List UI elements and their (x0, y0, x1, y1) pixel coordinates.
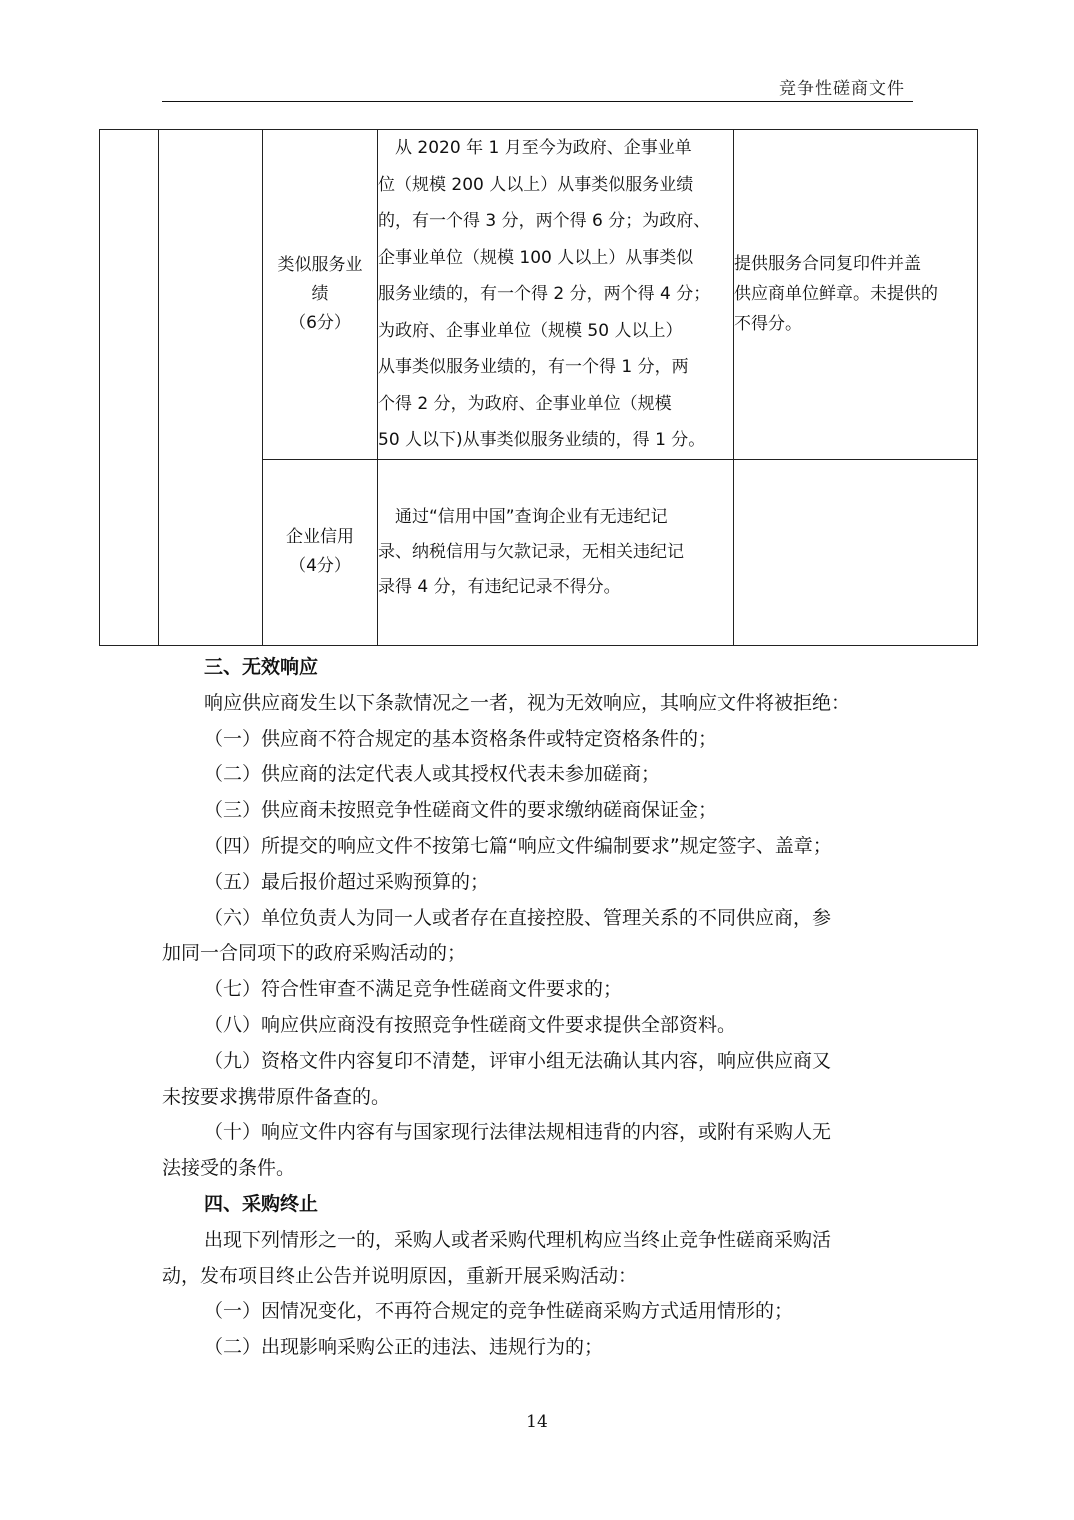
section-heading: 三、无效响应 (204, 656, 319, 678)
list-item: （三）供应商未按照竞争性磋商文件的要求缴纳磋商保证金； (204, 799, 718, 822)
list-item: （十）响应文件内容有与国家现行法律法规相违背的内容，或附有采购人无 (204, 1121, 832, 1144)
score-item-name: 企业信用 （4分） (263, 459, 378, 645)
section-intro: 响应供应商发生以下条款情况之一者，视为无效响应，其响应文件将被拒绝： (204, 691, 851, 714)
score-item-rule: 从 2020 年 1 月至今为政府、企事业单 位（规模 200 人以上）从事类似服务业绩 的，有一个得 3 分，两个得 6 分；为政府、 企事业单位（规模 100 人以上）从事类似 服务业绩的，有一个得 2 分，两个得 4 分； 为政府、企事业单位（规模 50 人以上） 从事类似服务业绩的，有一个得 1 分，两 个得 2 分，为政府、企事业单位（规模 50 人以下)从事类似服务业绩的，得 1 分。 (378, 130, 734, 460)
list-item: （九）资格文件内容复印不清楚，评审小组无法确认其内容，响应供应商又 (204, 1049, 832, 1072)
score-item-note: 提供服务合同复印件并盖 供应商单位鲜章。未提供的 不得分。 (734, 130, 978, 460)
category-cell (100, 130, 159, 646)
document-body (162, 650, 917, 1366)
list-item: （二）出现影响采购公正的违法、违规行为的； (204, 1336, 604, 1359)
section-heading: 四、采购终止 (204, 1192, 319, 1215)
list-item: （四）所提交的响应文件不按第七篇“响应文件编制要求”规定签字、盖章； (204, 834, 832, 857)
header-rule (162, 101, 913, 102)
section-intro: 出现下列情形之一的，采购人或者采购代理机构应当终止竞争性磋商采购活 (204, 1228, 832, 1251)
list-item-continuation: 加同一合同项下的政府采购活动的； (162, 942, 467, 965)
list-item: （二）供应商的法定代表人或其授权代表未参加磋商； (204, 763, 661, 786)
list-item-continuation: 未按要求携带原件备查的。 (162, 1085, 391, 1108)
list-item: （五）最后报价超过采购预算的； (204, 870, 490, 893)
list-item-continuation: 法接受的条件。 (162, 1157, 296, 1180)
document-header-title: 竞争性磋商文件 (779, 79, 905, 99)
page-number: 14 (526, 1412, 548, 1432)
score-item-name: 类似服务业 绩 （6分） (263, 130, 378, 460)
list-item: （六）单位负责人为同一人或者存在直接控股、管理关系的不同供应商，参 (204, 906, 832, 929)
list-item: （一）因情况变化，不再符合规定的竞争性磋商采购方式适用情形的； (204, 1300, 794, 1323)
score-item-rule: 通过“信用中国”查询企业有无违纪记 录、纳税信用与欠款记录，无相关违纪记 录得 4 分，有违纪记录不得分。 (378, 459, 734, 645)
scoring-table (99, 129, 978, 646)
list-item: （八）响应供应商没有按照竞争性磋商文件要求提供全部资料。 (204, 1013, 737, 1036)
score-item-note (734, 459, 978, 645)
list-item: （一）供应商不符合规定的基本资格条件或特定资格条件的； (204, 727, 718, 750)
subcategory-cell (159, 130, 263, 646)
section-intro-continuation: 动，发布项目终止公告并说明原因，重新开展采购活动： (162, 1264, 638, 1287)
table-row (100, 130, 978, 460)
list-item: （七）符合性审查不满足竞争性磋商文件要求的； (204, 978, 623, 1001)
